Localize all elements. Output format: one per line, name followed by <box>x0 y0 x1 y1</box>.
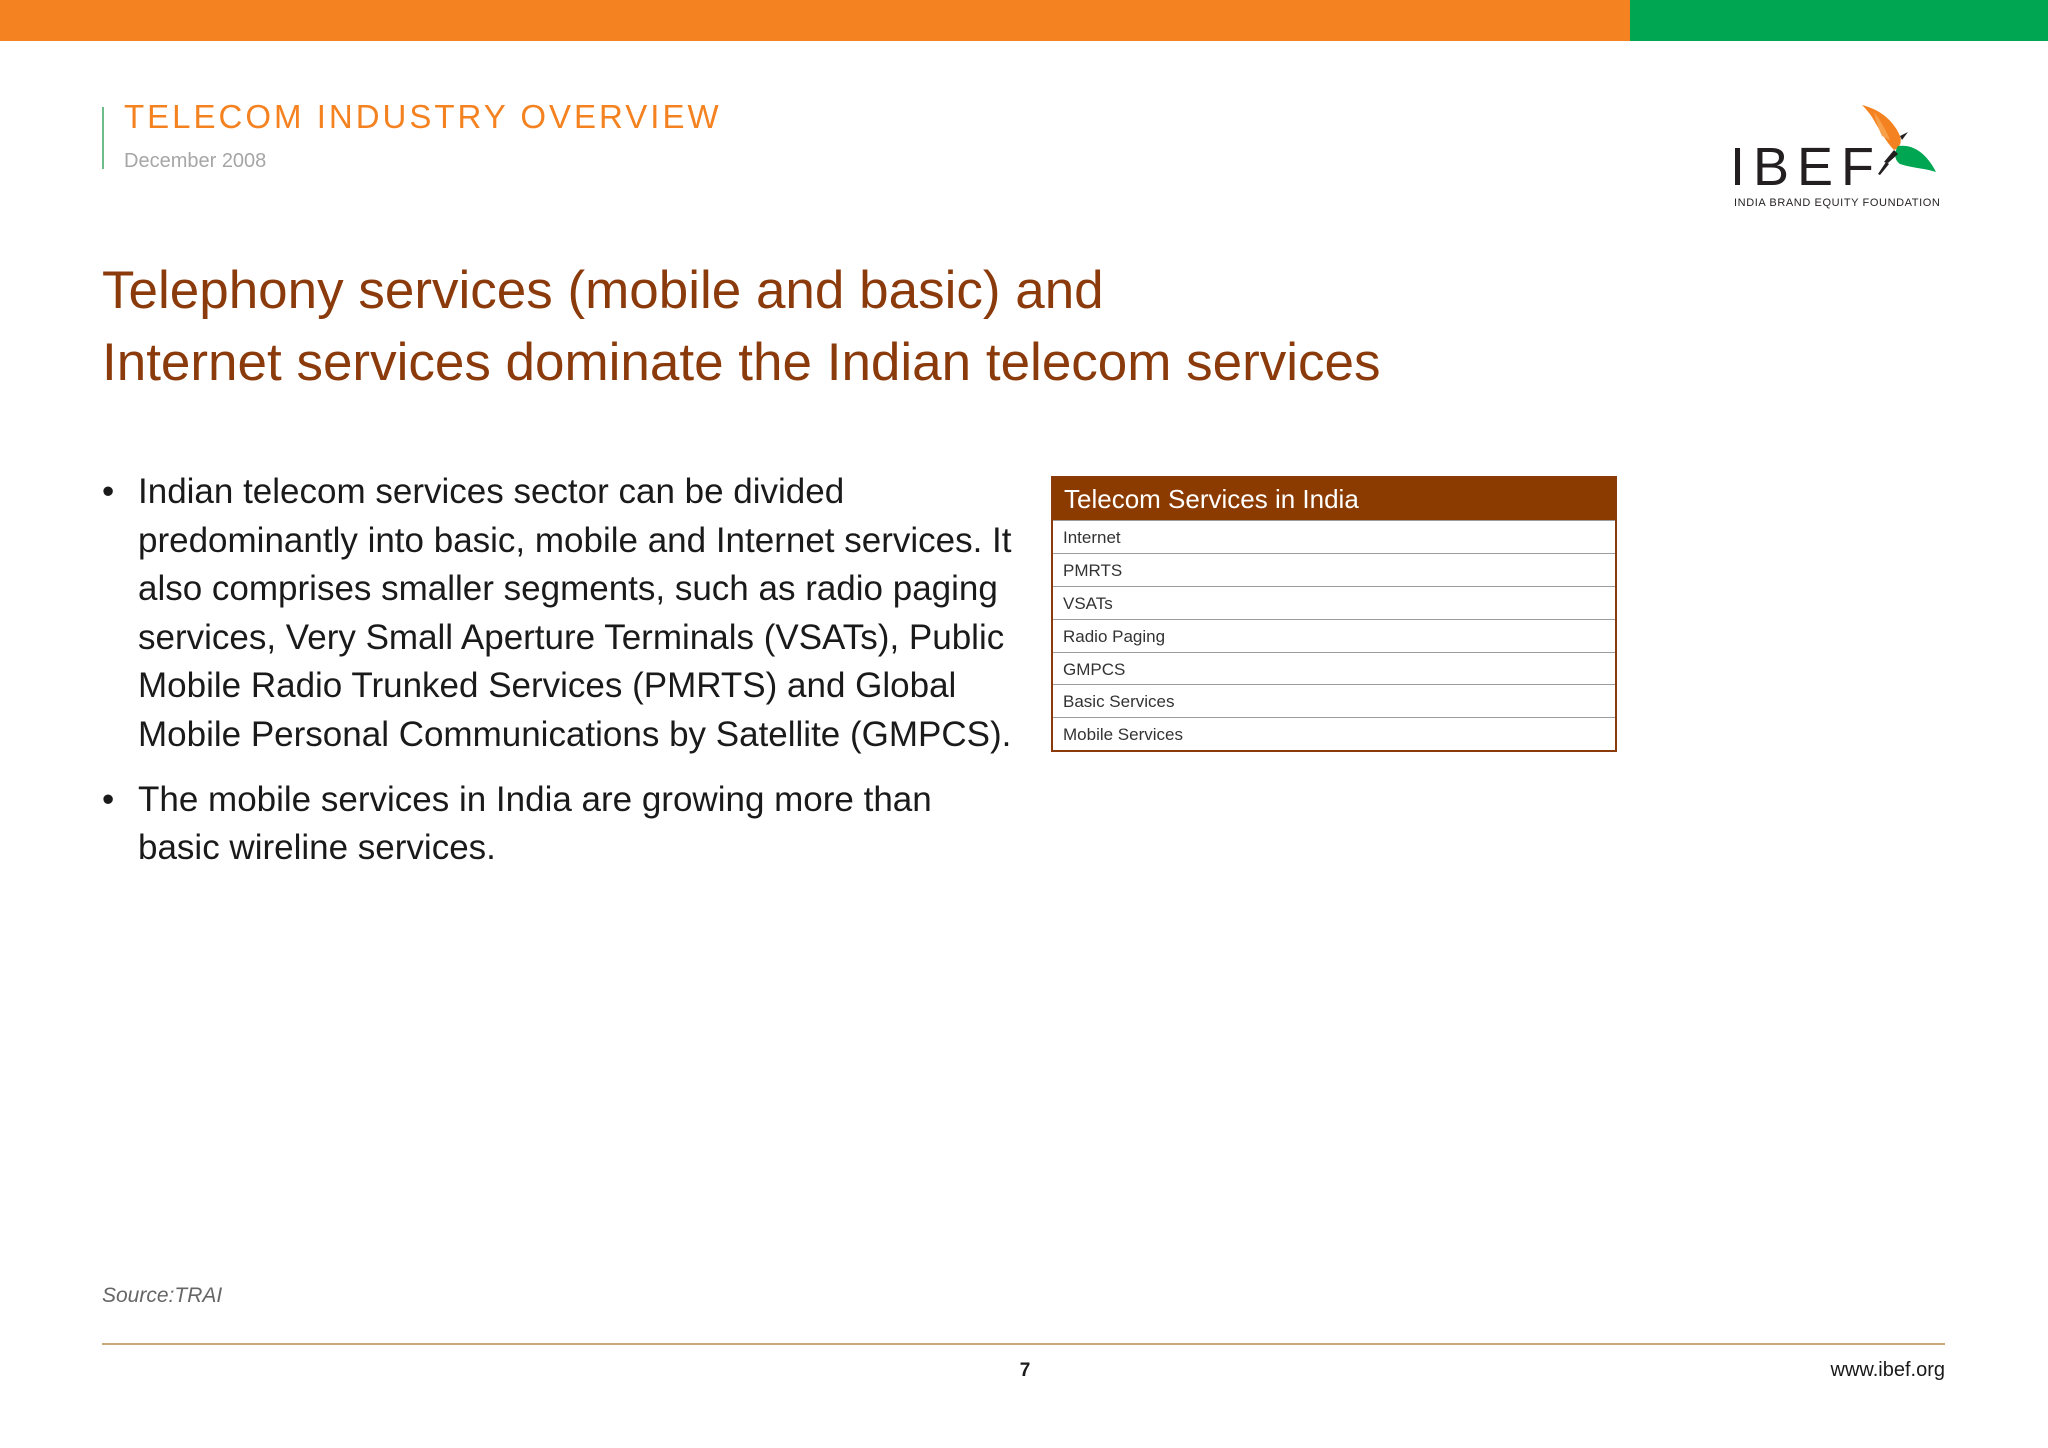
bullet-item: • Indian telecom services sector can be divided predominantly into basic, mobile and Internet services. It also comprises smaller segments, such as radio paging services, Very Small Aperture Terminals (VSATs), Public Mobile Radio Trunked Services (PMRTS) and Global Mobile Personal Communications by Satellite (GMPCS). <box>102 468 1022 760</box>
table-header: Telecom Services in India <box>1053 478 1615 520</box>
headline <box>102 255 1502 399</box>
headline-line-1: Telephony services (mobile and basic) and <box>102 261 1104 320</box>
table-row: Mobile Services <box>1053 717 1615 750</box>
footer-rule <box>102 1343 1945 1345</box>
stripe-orange <box>0 0 1630 41</box>
table-row: Radio Paging <box>1053 619 1615 652</box>
table-row: GMPCS <box>1053 652 1615 685</box>
table-row: Basic Services <box>1053 684 1615 717</box>
table-row: PMRTS <box>1053 553 1615 586</box>
headline-line-2: Internet services dominate the Indian telecom services <box>102 333 1381 392</box>
ibef-logo <box>1730 100 1950 220</box>
stripe-green <box>1630 0 2048 41</box>
table-row: Internet <box>1053 520 1615 553</box>
logo-subtitle: INDIA BRAND EQUITY FOUNDATION <box>1734 197 1941 209</box>
top-color-stripe <box>0 0 2048 41</box>
table-row: VSATs <box>1053 586 1615 619</box>
bullet-list <box>102 468 1022 889</box>
header-rule <box>102 107 104 169</box>
source-note: Source:TRAI <box>102 1284 223 1307</box>
report-title: TELECOM INDUSTRY OVERVIEW <box>124 98 722 135</box>
report-date: December 2008 <box>124 150 267 172</box>
telecom-services-table <box>1051 476 1617 752</box>
bullet-item: • The mobile services in India are growing more than basic wireline services. <box>102 776 1022 873</box>
logo-wordmark: IBEF <box>1730 137 1883 197</box>
site-url: www.ibef.org <box>1830 1359 1945 1381</box>
page-number: 7 <box>1019 1360 1031 1381</box>
